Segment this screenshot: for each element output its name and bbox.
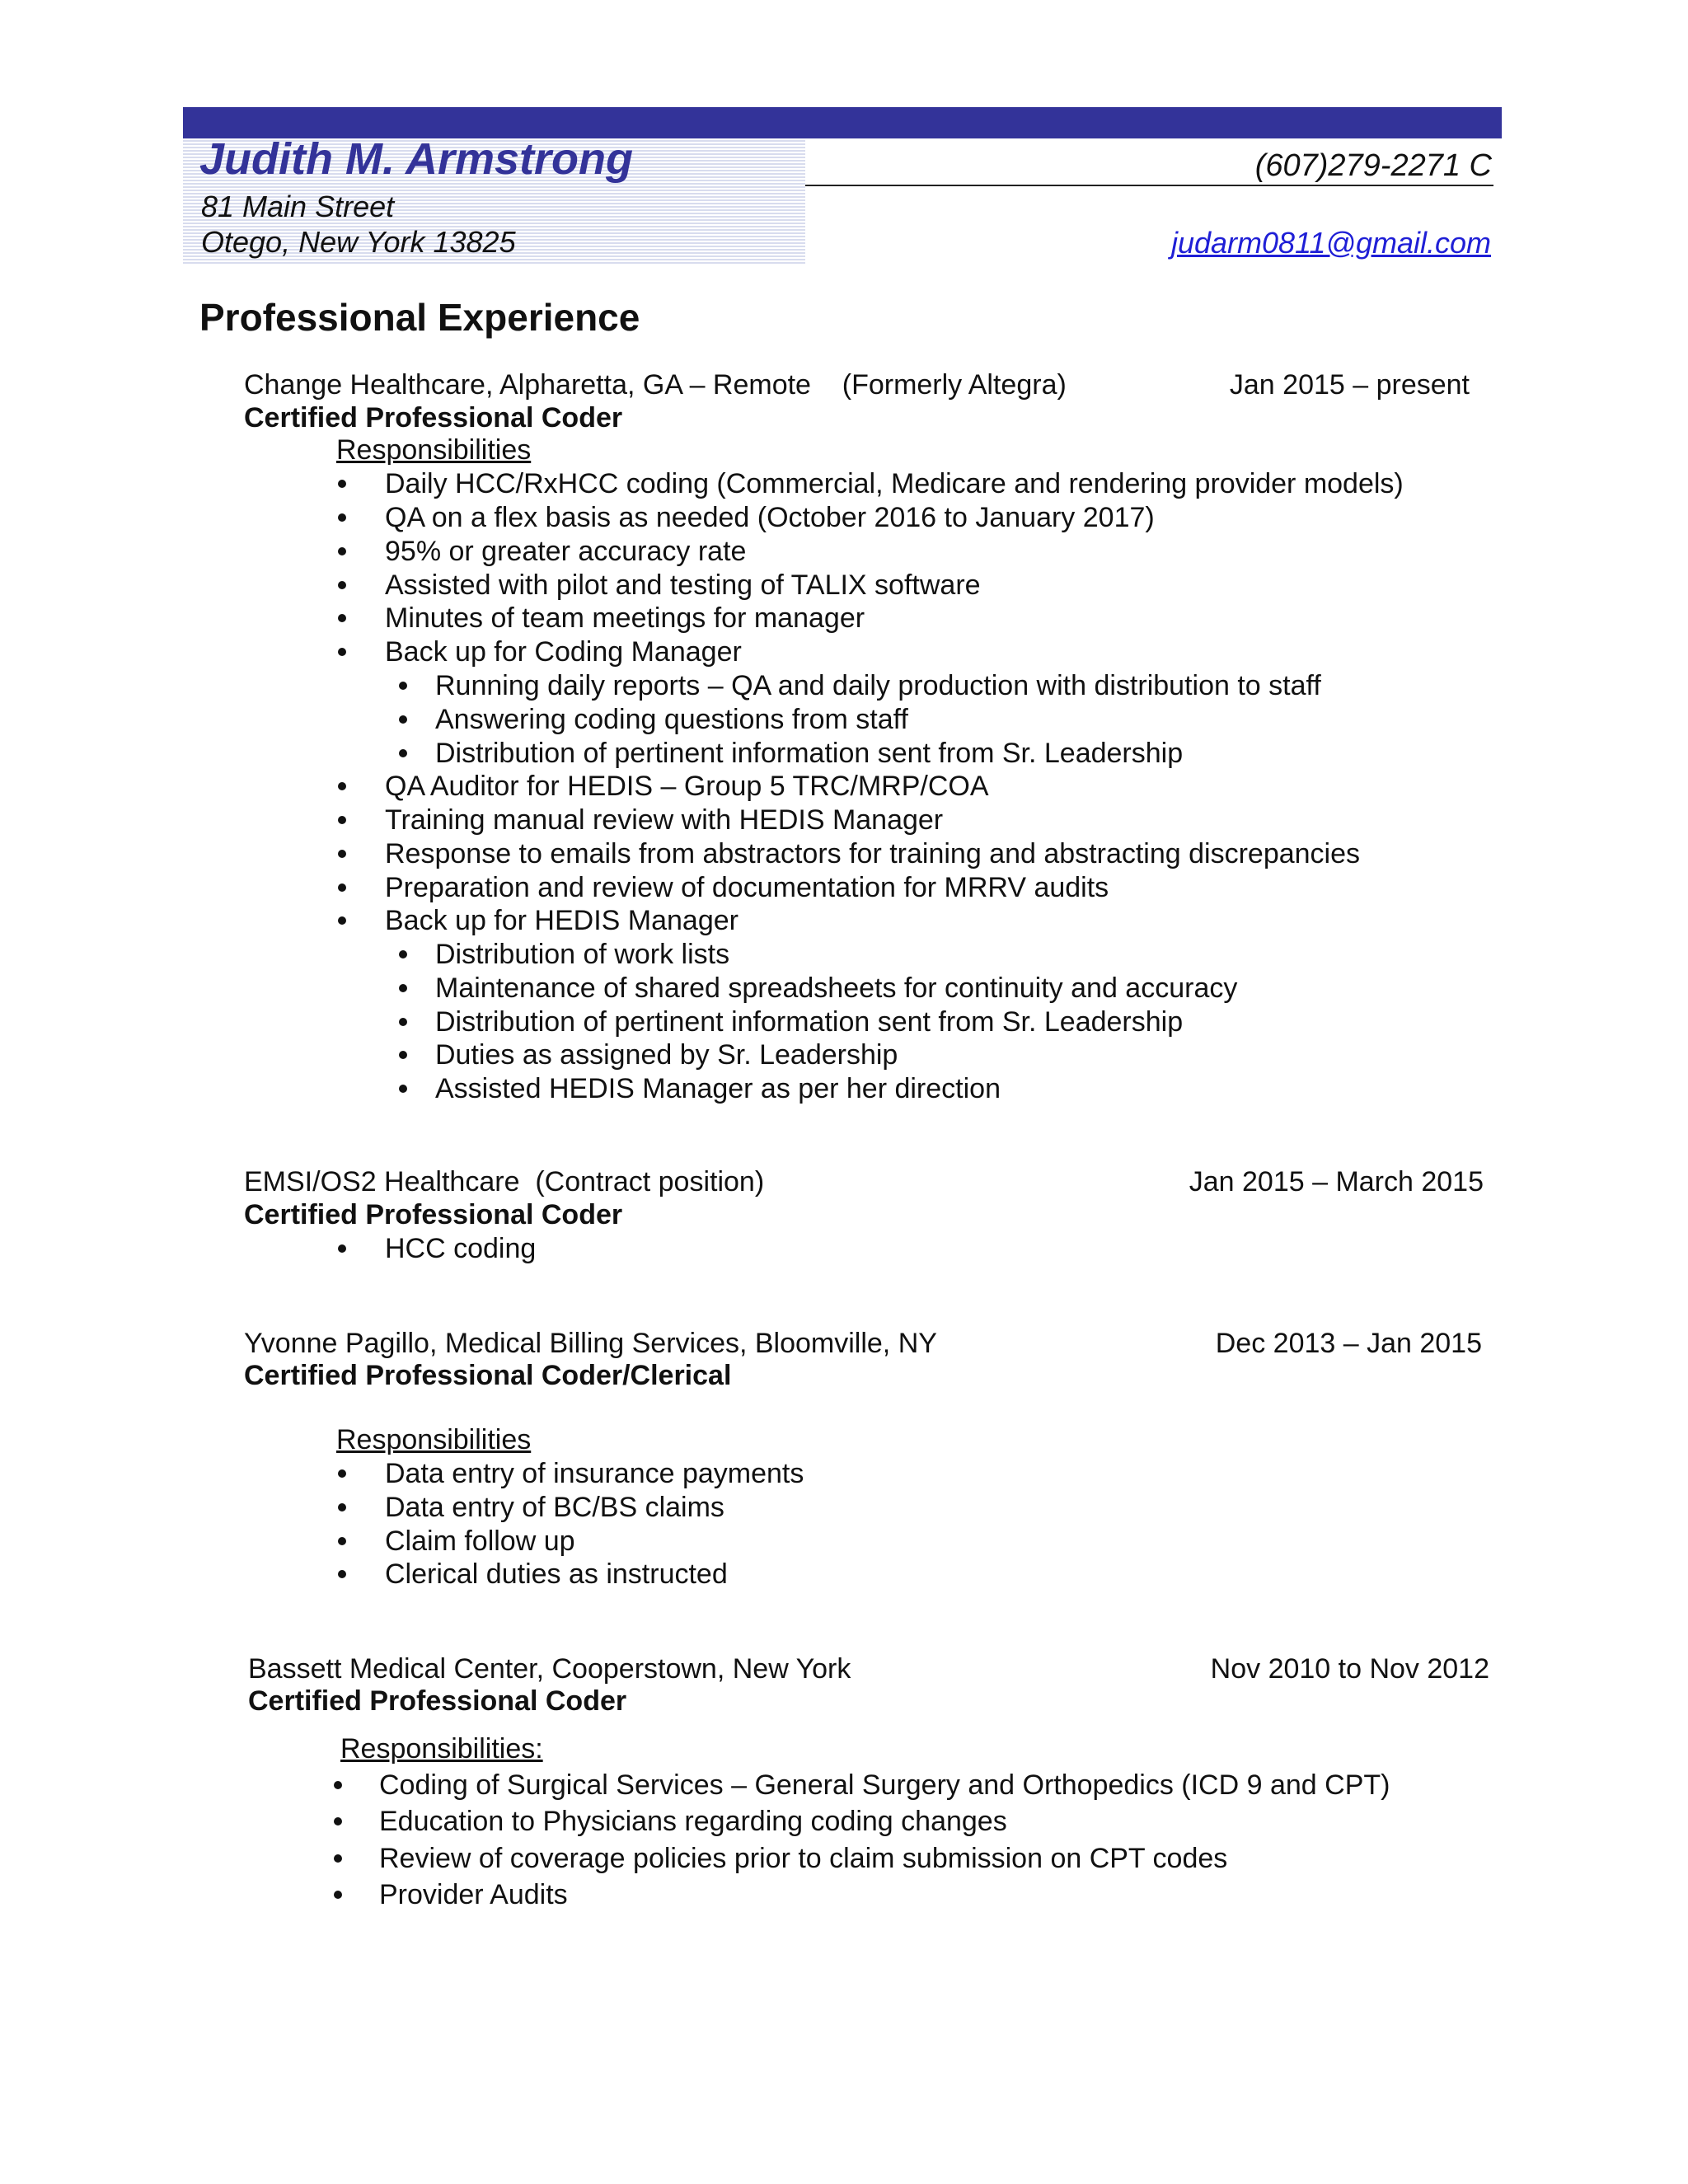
email-link[interactable]: judarm0811@gmail.com (1170, 226, 1491, 260)
list-item: Distribution of pertinent information sent from Sr. Leadership (435, 1006, 1184, 1038)
list-item: Response to emails from abstractors for training and abstracting discrepancies (385, 838, 1361, 869)
bullet-icon (338, 648, 346, 656)
candidate-name: Judith M. Armstrong (199, 134, 633, 184)
bullet-icon (338, 614, 346, 622)
address-street: 81 Main Street (201, 190, 395, 223)
list-item: QA Auditor for HEDIS – Group 5 TRC/MRP/COA (385, 771, 989, 802)
header-divider (805, 185, 1493, 186)
job-employer: EMSI/OS2 Healthcare (Contract position) (244, 1166, 765, 1197)
list-item: Running daily reports – QA and daily production with distribution to staff (435, 670, 1321, 701)
list-item: Back up for HEDIS Manager (385, 905, 738, 936)
job-employer: Change Healthcare, Alpharetta, GA – Remote (Formerly Altegra) (244, 369, 1067, 401)
bullet-icon (338, 782, 346, 790)
list-item: Distribution of work lists (435, 939, 730, 970)
list-item: Assisted with pilot and testing of TALIX software (385, 569, 981, 601)
job-employer: Yvonne Pagillo, Medical Billing Services, Bloomville, NY (244, 1328, 937, 1359)
list-item: Review of coverage policies prior to claim submission on CPT codes (379, 1843, 1228, 1874)
list-item: Claim follow up (385, 1526, 575, 1557)
bullet-icon (338, 547, 346, 555)
bullet-icon (338, 1503, 346, 1511)
bullet-icon (399, 1051, 407, 1059)
bullet-icon (338, 1570, 346, 1578)
responsibilities-label: Responsibilities (336, 434, 532, 466)
job-title: Certified Professional Coder (244, 1199, 623, 1230)
list-item: Maintenance of shared spreadsheets for continuity and accuracy (435, 972, 1238, 1004)
responsibilities-label: Responsibilities (336, 1424, 532, 1455)
list-item: Daily HCC/RxHCC coding (Commercial, Medicare and rendering provider models) (385, 468, 1404, 499)
list-item: HCC coding (385, 1233, 537, 1264)
list-item: Data entry of BC/BS claims (385, 1492, 724, 1523)
list-item: Preparation and review of documentation for MRRV audits (385, 872, 1109, 903)
list-item: 95% or greater accuracy rate (385, 536, 747, 567)
list-item: Provider Audits (379, 1879, 568, 1910)
list-item: Duties as assigned by Sr. Leadership (435, 1039, 898, 1071)
list-item: Clerical duties as instructed (385, 1558, 728, 1590)
bullet-icon (338, 1244, 346, 1253)
bullet-icon (338, 581, 346, 589)
bullet-icon (399, 950, 407, 958)
bullet-icon (399, 715, 407, 724)
section-title: Professional Experience (199, 296, 640, 339)
job-title: Certified Professional Coder (244, 402, 623, 434)
list-item: Distribution of pertinent information sent from Sr. Leadership (435, 738, 1184, 769)
bullet-icon (334, 1817, 342, 1825)
list-item: Data entry of insurance payments (385, 1458, 804, 1489)
job-dates: Jan 2015 – present (1229, 369, 1470, 401)
job-title: Certified Professional Coder/Clerical (244, 1360, 732, 1391)
phone-number: (607)279-2271 C (1254, 148, 1492, 183)
bullet-icon (338, 480, 346, 488)
job-dates: Nov 2010 to Nov 2012 (1210, 1653, 1489, 1685)
job-dates: Jan 2015 – March 2015 (1189, 1166, 1484, 1197)
bullet-icon (399, 984, 407, 992)
bullet-icon (338, 513, 346, 522)
list-item: Training manual review with HEDIS Manager (385, 804, 944, 836)
address-city: Otego, New York 13825 (201, 225, 516, 259)
bullet-icon (338, 1469, 346, 1478)
bullet-icon (334, 1854, 342, 1863)
list-item: Back up for Coding Manager (385, 636, 742, 668)
bullet-icon (338, 916, 346, 925)
list-item: Coding of Surgical Services – General Surgery and Orthopedics (ICD 9 and CPT) (379, 1769, 1390, 1801)
job-employer: Bassett Medical Center, Cooperstown, New York (248, 1653, 851, 1685)
bullet-icon (338, 816, 346, 824)
list-item: Answering coding questions from staff (435, 704, 908, 735)
bullet-icon (399, 749, 407, 757)
list-item: Education to Physicians regarding coding changes (379, 1806, 1007, 1837)
list-item: Minutes of team meetings for manager (385, 602, 865, 634)
list-item: Assisted HEDIS Manager as per her direction (435, 1073, 1001, 1104)
responsibilities-label: Responsibilities: (340, 1733, 543, 1765)
bullet-icon (338, 1537, 346, 1545)
bullet-icon (338, 850, 346, 858)
bullet-icon (334, 1891, 342, 1899)
job-dates: Dec 2013 – Jan 2015 (1215, 1328, 1482, 1359)
job-title: Certified Professional Coder (248, 1685, 627, 1717)
list-item: QA on a flex basis as needed (October 2016 to January 2017) (385, 502, 1155, 533)
bullet-icon (399, 682, 407, 690)
bullet-icon (399, 1018, 407, 1026)
bullet-icon (334, 1781, 342, 1789)
bullet-icon (338, 883, 346, 892)
bullet-icon (399, 1085, 407, 1093)
